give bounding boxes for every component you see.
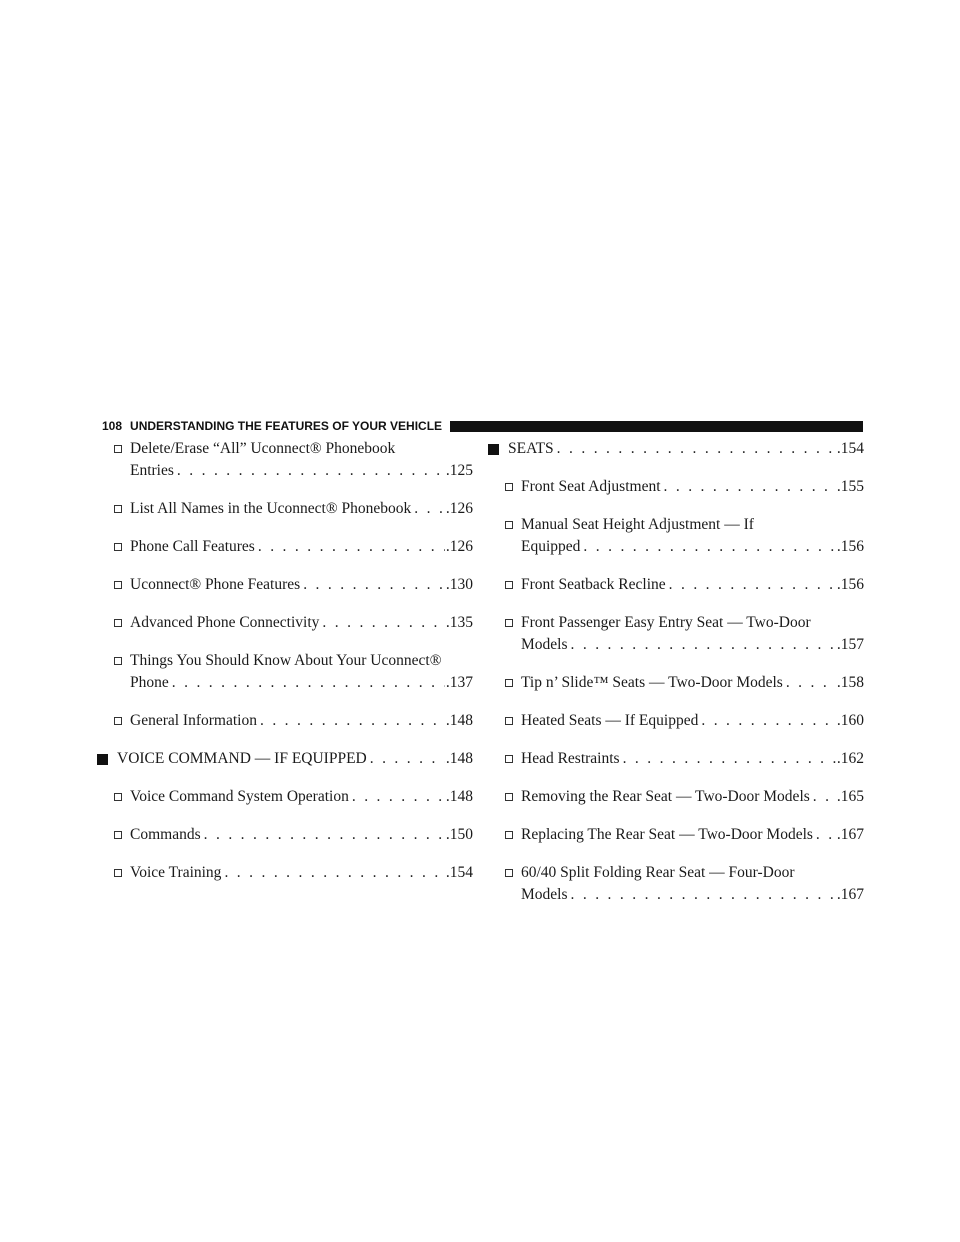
toc-entry-title-line1: Front Passenger Easy Entry Seat — Two-Door [521, 614, 811, 631]
hollow-square-bullet-icon [505, 831, 513, 839]
toc-entry-title: Entries [130, 462, 174, 479]
toc-entry-title: Equipped [521, 538, 581, 555]
toc-entry-title: Heated Seats — If Equipped [521, 712, 699, 729]
toc-entry[interactable] [488, 710, 864, 732]
dot-leader [816, 824, 836, 846]
hollow-square-bullet-icon [505, 483, 513, 491]
hollow-square-bullet-icon [505, 755, 513, 763]
dot-leader [204, 824, 445, 846]
toc-entry-title: Head Restraints [521, 750, 620, 767]
toc-entry-title: Advanced Phone Connectivity [130, 614, 320, 631]
toc-entry[interactable] [488, 786, 864, 808]
dot-leader [258, 536, 445, 558]
toc-entry-title: Voice Training [130, 864, 222, 881]
toc-entry-title: Uconnect® Phone Features [130, 576, 301, 593]
toc-entry-title-line1: 60/40 Split Folding Rear Seat — Four-Door [521, 864, 795, 881]
dot-leader [623, 748, 836, 770]
toc-entry[interactable] [488, 612, 864, 656]
toc-entry[interactable] [97, 612, 473, 634]
toc-right-column [488, 438, 864, 922]
toc-entry-page: .156 [836, 576, 864, 593]
toc-entry[interactable] [97, 498, 473, 520]
dot-leader [583, 536, 835, 558]
hollow-square-bullet-icon [505, 869, 513, 877]
toc-entry-title-line1: Things You Should Know About Your Uconnect® [130, 652, 442, 669]
hollow-square-bullet-icon [114, 581, 122, 589]
dot-leader [224, 862, 444, 884]
toc-entry-title: Voice Command System Operation [130, 788, 349, 805]
toc-entry[interactable] [97, 650, 473, 694]
toc-entry-title: Models [521, 886, 568, 903]
toc-entry-page: .135 [445, 614, 473, 631]
toc-entry-page: .137 [445, 674, 473, 691]
dot-leader [669, 574, 836, 596]
toc-entry-title: General Information [130, 712, 257, 729]
hollow-square-bullet-icon [114, 717, 122, 725]
toc-section-entry[interactable] [488, 438, 864, 460]
toc-entry[interactable] [97, 536, 473, 558]
page-number: 108 [102, 419, 123, 433]
toc-entry[interactable] [488, 672, 864, 694]
dot-leader [370, 748, 445, 770]
dot-leader [664, 476, 836, 498]
toc-entry-title: List All Names in the Uconnect® Phonebook [130, 500, 412, 517]
toc-entry[interactable] [97, 786, 473, 808]
toc-entry[interactable] [488, 514, 864, 558]
hollow-square-bullet-icon [505, 521, 513, 529]
dot-leader [260, 710, 445, 732]
toc-entry-page: .126 [445, 538, 473, 555]
toc-entry-title: Commands [130, 826, 201, 843]
toc-entry-title: Front Seat Adjustment [521, 478, 661, 495]
toc-entry-page: .130 [445, 576, 473, 593]
hollow-square-bullet-icon [114, 505, 122, 513]
toc-entry-page: .160 [836, 712, 864, 729]
toc-entry-page: .154 [836, 440, 864, 457]
toc-entry-page: .155 [836, 478, 864, 495]
toc-entry-page: .167 [836, 826, 864, 843]
toc-entry-page: .165 [836, 788, 864, 805]
hollow-square-bullet-icon [114, 793, 122, 801]
toc-entry-title: Replacing The Rear Seat — Two-Door Models [521, 826, 813, 843]
toc-entry[interactable] [97, 574, 473, 596]
toc-entry-title: Phone Call Features [130, 538, 255, 555]
toc-entry-page: .157 [836, 636, 864, 653]
toc-entry-page: .148 [445, 712, 473, 729]
toc-left-column [97, 438, 473, 900]
toc-entry-title-line1: Manual Seat Height Adjustment — If [521, 516, 754, 533]
toc-entry-page: .154 [445, 864, 473, 881]
dot-leader [571, 884, 836, 906]
hollow-square-bullet-icon [505, 793, 513, 801]
toc-entry-title: Front Seatback Recline [521, 576, 666, 593]
hollow-square-bullet-icon [114, 543, 122, 551]
toc-entry-title: Tip n’ Slide™ Seats — Two-Door Models [521, 674, 783, 691]
dot-leader [322, 612, 444, 634]
toc-entry[interactable] [97, 438, 473, 482]
toc-entry-page: .158 [836, 674, 864, 691]
toc-entry[interactable] [488, 748, 864, 770]
hollow-square-bullet-icon [114, 657, 122, 665]
filled-square-bullet-icon [97, 754, 108, 765]
hollow-square-bullet-icon [114, 869, 122, 877]
dot-leader [303, 574, 445, 596]
toc-entry[interactable] [97, 710, 473, 732]
hollow-square-bullet-icon [505, 581, 513, 589]
dot-leader [571, 634, 836, 656]
toc-entry-page: .148 [445, 750, 473, 767]
hollow-square-bullet-icon [114, 831, 122, 839]
toc-entry-page: .167 [836, 886, 864, 903]
toc-entry-page: .126 [445, 500, 473, 517]
toc-entry[interactable] [488, 862, 864, 906]
toc-entry-page: .150 [445, 826, 473, 843]
dot-leader [557, 438, 836, 460]
toc-entry[interactable] [488, 824, 864, 846]
toc-entry-title: Phone [130, 674, 169, 691]
filled-square-bullet-icon [488, 444, 499, 455]
toc-entry-title: Models [521, 636, 568, 653]
hollow-square-bullet-icon [505, 679, 513, 687]
toc-entry-title: SEATS [508, 440, 554, 457]
toc-entry-page: .156 [836, 538, 864, 555]
toc-entry-title: VOICE COMMAND — IF EQUIPPED [117, 750, 367, 767]
toc-entry[interactable] [97, 824, 473, 846]
toc-entry-title: Removing the Rear Seat — Two-Door Models [521, 788, 810, 805]
section-title: UNDERSTANDING THE FEATURES OF YOUR VEHICLE [130, 419, 443, 433]
header-rule [450, 421, 863, 432]
dot-leader [786, 672, 836, 694]
hollow-square-bullet-icon [114, 445, 122, 453]
dot-leader [172, 672, 445, 694]
hollow-square-bullet-icon [505, 619, 513, 627]
toc-section-entry[interactable] [97, 748, 473, 770]
toc-entry-page: .162 [836, 750, 864, 767]
toc-entry-title-line1: Delete/Erase “All” Uconnect® Phonebook [130, 440, 396, 457]
toc-entry-page: .125 [445, 462, 473, 479]
toc-entry[interactable] [488, 476, 864, 498]
page-header [102, 419, 863, 433]
dot-leader [177, 460, 445, 482]
dot-leader [352, 786, 445, 808]
dot-leader [701, 710, 836, 732]
dot-leader [414, 498, 445, 520]
toc-entry[interactable] [488, 574, 864, 596]
hollow-square-bullet-icon [114, 619, 122, 627]
hollow-square-bullet-icon [505, 717, 513, 725]
dot-leader [813, 786, 836, 808]
toc-entry[interactable] [97, 862, 473, 884]
toc-entry-page: .148 [445, 788, 473, 805]
